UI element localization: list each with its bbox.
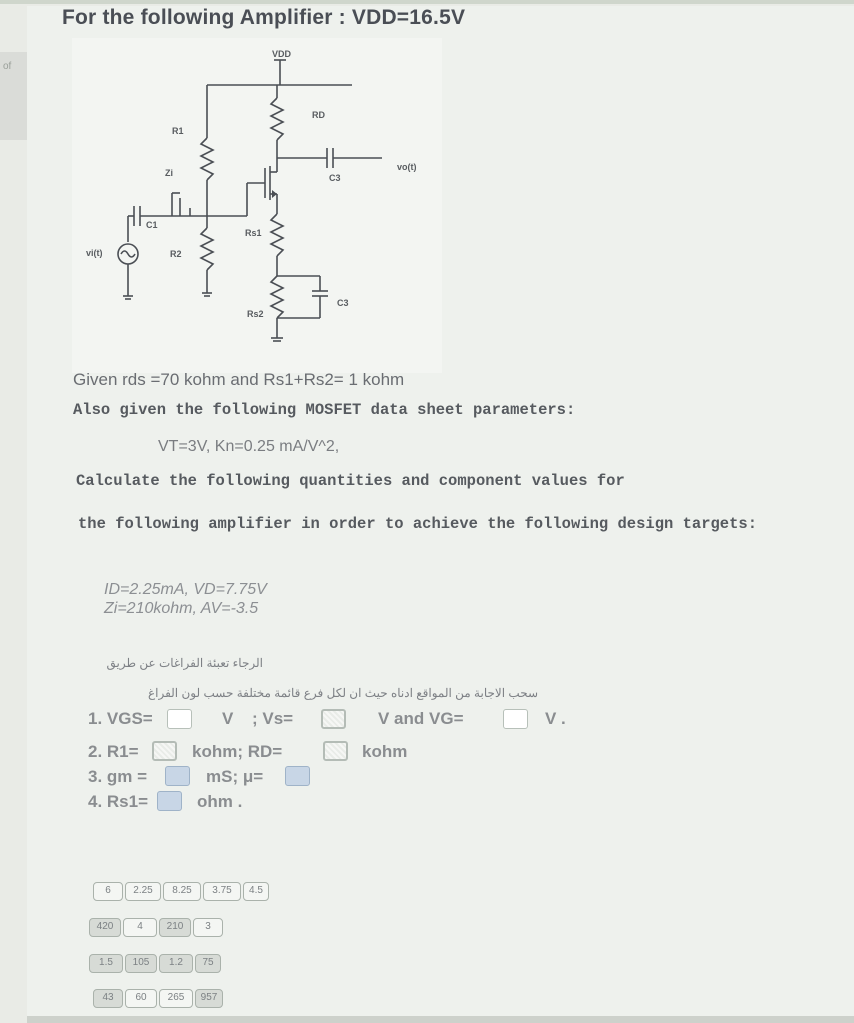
label-rd: RD <box>312 110 325 120</box>
vg-dropzone[interactable] <box>503 709 528 729</box>
label-vin: vi(t) <box>86 248 103 258</box>
choice-43[interactable]: 43 <box>93 989 123 1008</box>
circuit-svg <box>72 38 442 373</box>
rd-dropzone[interactable] <box>323 741 348 761</box>
mosfet-params: VT=3V, Kn=0.25 mA/V^2, <box>158 438 340 455</box>
choice-2-25[interactable]: 2.25 <box>125 882 161 901</box>
choice-8-25[interactable]: 8.25 <box>163 882 201 901</box>
label-c3: C3 <box>337 298 349 308</box>
r1-dropzone[interactable] <box>152 741 177 761</box>
calc-text: Calculate the following quantities and component values for <box>76 472 625 490</box>
label-r1: R1 <box>172 126 184 136</box>
choice-105[interactable]: 105 <box>125 954 157 973</box>
arabic-instruction-1: الرجاء تعبئة الفراغات عن طريق <box>106 656 263 670</box>
arabic-instruction-2: سحب الاجابة من المواقع ادناه حيث ان لكل فرع قائمة مختلفة حسب لون الفراغ <box>147 686 538 700</box>
q3-label: 3. gm = <box>88 767 148 786</box>
targets-line-2: Zi=210kohm, AV=-3.5 <box>104 600 259 617</box>
choice-3[interactable]: 3 <box>193 918 223 937</box>
design-targets <box>104 580 267 618</box>
gm-dropzone[interactable] <box>165 766 190 786</box>
choice-1-5[interactable]: 1.5 <box>89 954 123 973</box>
mu-dropzone[interactable] <box>285 766 310 786</box>
amp-text: the following amplifier in order to achieve the following design targets: <box>78 515 758 533</box>
targets-line-1: ID=2.25mA, VD=7.75V <box>104 581 267 598</box>
label-c-out: C3 <box>329 173 341 183</box>
choice-957[interactable]: 957 <box>195 989 223 1008</box>
label-zi: Zi <box>165 168 173 178</box>
q3-mu-label: mS; μ= <box>206 767 264 786</box>
q2-unit2: kohm <box>362 742 408 761</box>
top-bar <box>0 0 854 4</box>
q4-label: 4. Rs1= <box>88 792 149 811</box>
choice-3-75[interactable]: 3.75 <box>203 882 241 901</box>
label-rs1: Rs1 <box>245 228 262 238</box>
circuit-diagram <box>72 38 442 373</box>
label-vout: vo(t) <box>397 162 417 172</box>
choice-210[interactable]: 210 <box>159 918 191 937</box>
label-rs2: Rs2 <box>247 309 264 319</box>
choice-1-2[interactable]: 1.2 <box>159 954 193 973</box>
q2-label: 2. R1= <box>88 742 139 761</box>
choice-265[interactable]: 265 <box>159 989 193 1008</box>
q1-unit3: V . <box>545 709 566 728</box>
bottom-bar <box>27 1016 854 1023</box>
label-c1: C1 <box>146 220 158 230</box>
choice-420[interactable]: 420 <box>89 918 121 937</box>
q1-label: 1. VGS= <box>88 709 153 728</box>
choice-4-5[interactable]: 4.5 <box>243 882 269 901</box>
label-vdd: VDD <box>272 49 292 59</box>
vgs-dropzone[interactable] <box>167 709 192 729</box>
choice-60[interactable]: 60 <box>125 989 157 1008</box>
choice-75[interactable]: 75 <box>195 954 221 973</box>
q1-vg-label: V and VG= <box>378 709 464 728</box>
vs-dropzone[interactable] <box>321 709 346 729</box>
side-label: of <box>3 61 12 72</box>
choice-6[interactable]: 6 <box>93 882 123 901</box>
choice-4[interactable]: 4 <box>123 918 157 937</box>
q1-vs-label: ; Vs= <box>252 709 294 728</box>
label-r2: R2 <box>170 249 182 259</box>
q4-unit: ohm . <box>197 792 243 811</box>
q1-unit: V <box>222 709 234 728</box>
q2-rd-label: kohm; RD= <box>192 742 283 761</box>
given-text: Given rds =70 kohm and Rs1+Rs2= 1 kohm <box>73 370 405 389</box>
question-title: For the following Amplifier : VDD=16.5V <box>62 6 466 29</box>
rs1-dropzone[interactable] <box>157 791 182 811</box>
also-given-text: Also given the following MOSFET data sheet parameters: <box>73 401 576 419</box>
